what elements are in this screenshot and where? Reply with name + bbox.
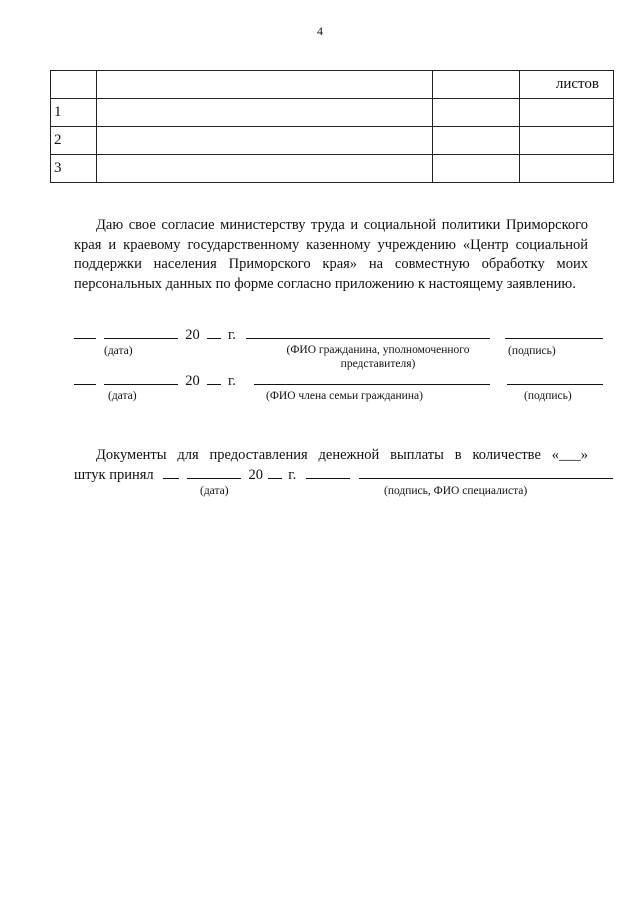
table-cell (96, 99, 432, 127)
row-number: 2 (51, 127, 97, 155)
table-row (51, 155, 614, 183)
table-cell (432, 155, 520, 183)
signature-caption: (подпись) (524, 390, 572, 402)
fio-line (246, 326, 490, 339)
day-line (74, 372, 96, 385)
signature-line (507, 372, 603, 385)
signature-row-2 (74, 372, 603, 390)
year-suffix: г. (228, 327, 236, 343)
date-caption: (дата) (108, 390, 137, 402)
month-line (104, 372, 178, 385)
consent-paragraph: Даю свое согласие министерству труда и социальной политики Приморского края и краевому государственному казенному учреждению «Центр социальной поддержки населения Приморского края» на совместную обработку моих персональных данных по форме согласно приложению к настоящему заявлению. (74, 217, 588, 292)
documents-line-1: Документы для предоставления денежной выплаты в количестве «___» (96, 447, 588, 463)
day-line (163, 466, 179, 479)
year-suffix: г. (288, 466, 297, 483)
table-cell (432, 99, 520, 127)
accepted-label: штук принял (74, 466, 154, 483)
month-line (187, 466, 241, 479)
table-header-row (51, 71, 614, 99)
year-prefix: 20 (185, 373, 200, 389)
specialist-fio-line (359, 466, 613, 479)
table-cell (96, 155, 432, 183)
table-cell (520, 127, 614, 155)
year-line (207, 326, 221, 339)
page-number: 4 (317, 24, 323, 38)
year-prefix: 20 (248, 466, 264, 483)
signature-line (306, 466, 350, 479)
documents-line-2 (74, 466, 588, 486)
table-cell (520, 99, 614, 127)
table-cell (96, 71, 432, 99)
year-suffix: г. (228, 373, 236, 389)
row-number: 1 (51, 99, 97, 127)
sheets-header-cell: листов (520, 71, 614, 99)
fio-caption: (ФИО члена семьи гражданина) (266, 390, 423, 402)
year-line (207, 372, 221, 385)
date-caption: (дата) (200, 485, 229, 497)
table-cell (96, 127, 432, 155)
date-caption: (дата) (104, 345, 133, 357)
documents-accepted (74, 446, 588, 485)
table-cell (432, 127, 520, 155)
fio-line (254, 372, 490, 385)
day-line (74, 326, 96, 339)
signature-caption: (подпись) (508, 345, 556, 357)
signature-row-1 (74, 326, 603, 344)
signature-line (505, 326, 603, 339)
table-cell (432, 71, 520, 99)
fio-caption: (ФИО гражданина, уполномоченного представителя) (286, 344, 470, 370)
documents-table (50, 70, 614, 183)
year-prefix: 20 (185, 327, 200, 343)
month-line (104, 326, 178, 339)
table-row (51, 99, 614, 127)
specialist-caption: (подпись, ФИО специалиста) (384, 485, 528, 497)
table-cell (51, 71, 97, 99)
row-number: 3 (51, 155, 97, 183)
table-row (51, 127, 614, 155)
table-cell (520, 155, 614, 183)
year-line (268, 466, 282, 479)
